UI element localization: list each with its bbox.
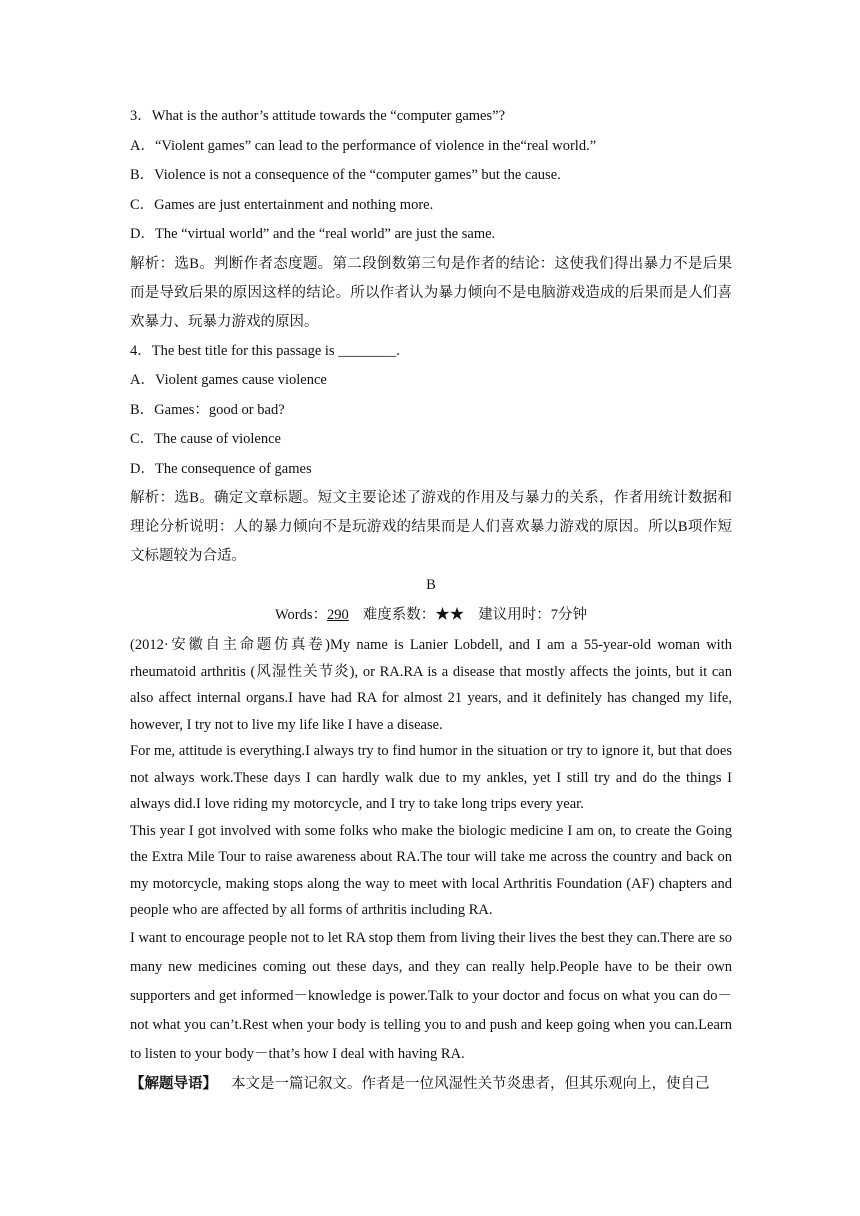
passage-paragraph-4: I want to encourage people not to let RA stop them from living their lives the best they can.There are so many new medicines coming out these days, and they can really help.People have to be their own supporters and get informed－knowledge is power.Talk to your doctor and focus on what you can do－not what you can’t.Rest when your body is telling you to and push and keep going when you can.Learn to listen to your body－that’s how I deal with having RA. [130, 929, 732, 1062]
question-4: 4．The best title for this passage is ________. [130, 342, 400, 359]
page-content [130, 102, 732, 1099]
q3-option-c: C．Games are just entertainment and nothing more. [130, 196, 434, 213]
q3-option-a: A．“Violent games” can lead to the performance of violence in the“real world.” [130, 137, 597, 154]
passage-paragraph-2: For me, attitude is everything.I always try to find humor in the situation or try to ignore it, but that does not always work.These days I can hardly walk due to my ankles, yet I still try and do the things I always did.I love riding my motorcycle, and I try to take long trips every year. [130, 743, 732, 812]
guide-text: 本文是一篇记叙文。作者是一位风湿性关节炎患者，但其乐观向上，使自己 [231, 1075, 710, 1092]
section-heading: B [426, 577, 436, 593]
q3-option-d: D．The “virtual world” and the “real world” are just the same. [130, 226, 496, 242]
suggested-time: 建议用时：7分钟 [478, 606, 587, 623]
q4-option-c: C．The cause of violence [130, 431, 281, 447]
guide-label: 【解题导语】 [130, 1075, 217, 1092]
passage-paragraph-1: (2012·安徽自主命题仿真卷)My name is Lanier Lobdell, and I am a 55-year-old woman with rheumatoid arthritis (风湿性关节炎), or RA.RA is a disease that mostly affects the joints, but it can also affect internal organs.I have had RA for almost 21 years, and it definitely has changed my life, however, I try not to live my life like I have a disease. [130, 637, 732, 733]
question-3: 3．What is the author’s attitude towards the “computer games”? [130, 108, 506, 124]
difficulty: 难度系数：★★ [362, 606, 465, 623]
words-label: Words： [275, 606, 327, 623]
guide-line [130, 1069, 732, 1099]
q4-option-a: A．Violent games cause violence [130, 372, 327, 388]
q4-option-b: B．Games：good or bad? [130, 401, 285, 418]
q3-option-b: B．Violence is not a consequence of the “computer games” but the cause. [130, 167, 561, 183]
passage-paragraph-3: This year I got involved with some folks who make the biologic medicine I am on, to create the Going the Extra Mile Tour to raise awareness about RA.The tour will take me across the country and back on my motorcycle, making stops along the way to meet with local Arthritis Foundation (AF) chapters and people who are affected by all forms of arthritis including RA. [130, 822, 732, 918]
q4-analysis: 解析：选B。确定文章标题。短文主要论述了游戏的作用及与暴力的关系，作者用统计数据和理论分析说明：人的暴力倾向不是玩游戏的结果而是人们喜欢暴力游戏的原因。所以B项作短文标题较为合适。 [130, 490, 732, 564]
section-meta [130, 601, 732, 631]
q3-analysis: 解析：选B。判断作者态度题。第二段倒数第三句是作者的结论：这使我们得出暴力不是后果而是导致后果的原因这样的结论。所以作者认为暴力倾向不是电脑游戏造成的后果而是人们喜欢暴力、玩暴力游戏的原因。 [130, 255, 732, 330]
q4-option-d: D．The consequence of games [130, 460, 312, 477]
words-value: 290 [327, 606, 349, 623]
